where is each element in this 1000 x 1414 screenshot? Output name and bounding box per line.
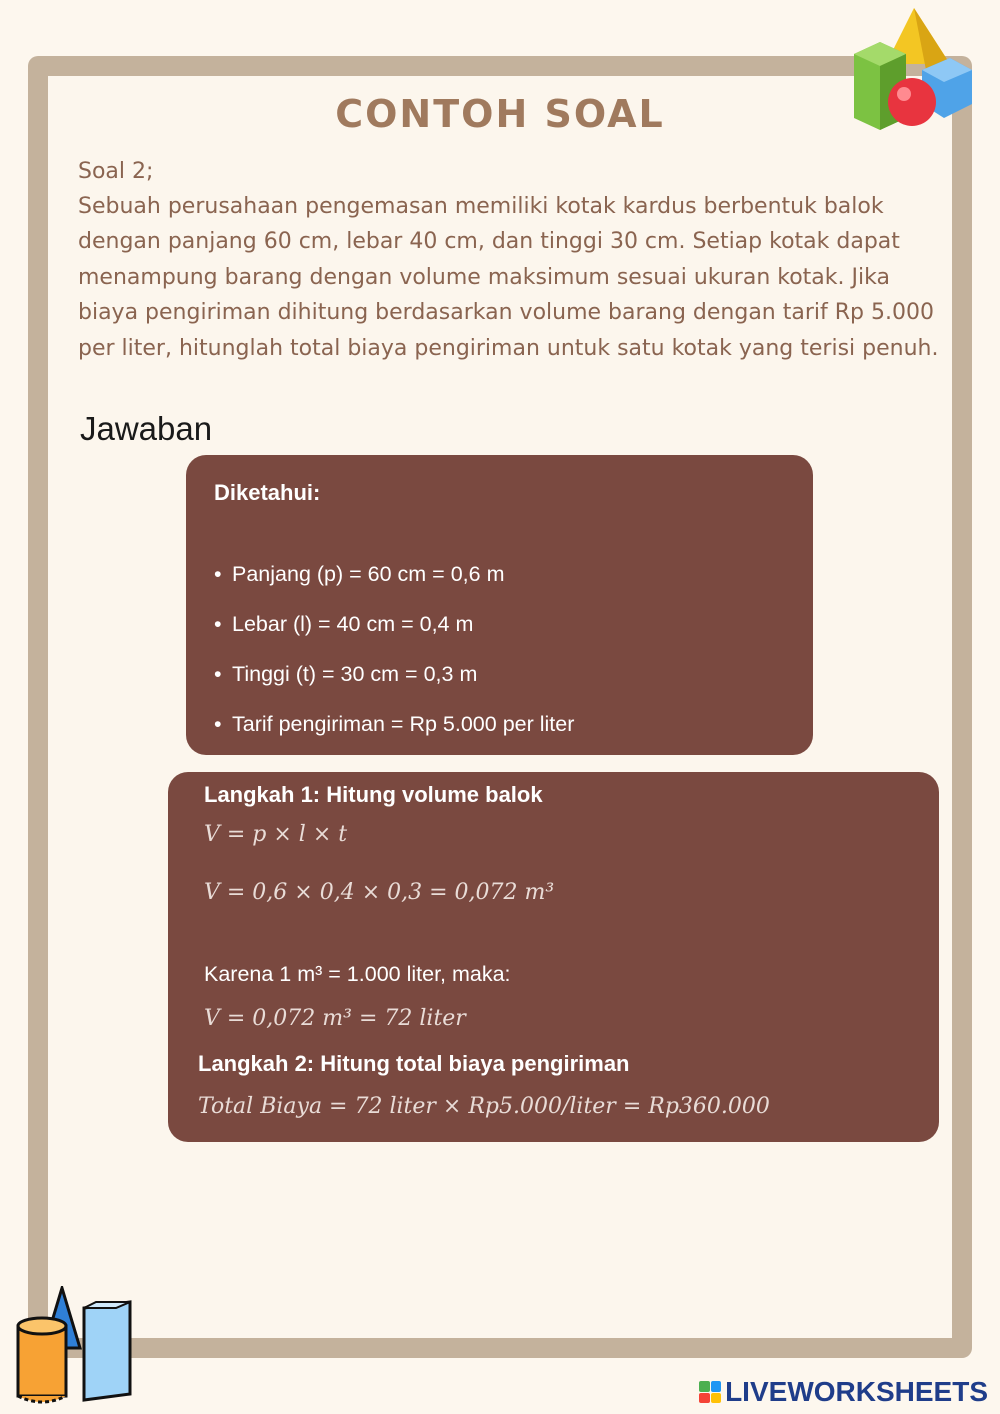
conversion-calculation: V = 0,072 m³ = 72 liter — [204, 1006, 466, 1031]
volume-formula: V = p × l × t — [204, 822, 348, 847]
step1-heading: Langkah 1: Hitung volume balok — [204, 782, 543, 807]
known-item: • Panjang (p) = 60 cm = 0,6 m — [214, 562, 505, 586]
known-item: • Tinggi (t) = 30 cm = 0,3 m — [214, 662, 478, 686]
volume-calculation: V = 0,6 × 0,4 × 0,3 = 0,072 m³ — [204, 880, 555, 905]
cylinder-cone-prism-icon — [12, 1286, 136, 1406]
known-item: • Tarif pengiriman = Rp 5.000 per liter — [214, 712, 575, 736]
total-cost-calculation: Total Biaya = 72 liter × Rp5.000/liter = Rp360.000 — [198, 1094, 770, 1119]
question-label: Soal 2; — [78, 159, 154, 184]
known-item: • Lebar (l) = 40 cm = 0,4 m — [214, 612, 474, 636]
known-heading: Diketahui: — [214, 480, 321, 505]
question-text: Sebuah perusahaan pengemasan memiliki kotak kardus berbentuk balok dengan panjang 60 cm, lebar 40 cm, dan tinggi 30 cm. Setiap kotak dapat menampung barang dengan volume maksimum sesuai ukuran kotak. Jika biaya pengiriman dihitung berdasarkan volume barang dengan tarif Rp 5.000 per liter, hitunglah total biaya pengiriman untuk satu kotak yang terisi penuh. — [78, 194, 939, 361]
known-values-box — [186, 455, 813, 755]
brand-footer — [699, 1376, 988, 1408]
conversion-note: Karena 1 m³ = 1.000 liter, maka: — [204, 962, 511, 986]
step2-heading: Langkah 2: Hitung total biaya pengiriman — [198, 1051, 630, 1076]
liveworksheets-logo-icon — [699, 1381, 721, 1403]
page-title: CONTOH SOAL — [335, 92, 665, 136]
answer-label: Jawaban — [80, 410, 213, 447]
steps-box — [168, 772, 939, 1142]
brand-name: LIVEWORKSHEETS — [725, 1376, 988, 1407]
